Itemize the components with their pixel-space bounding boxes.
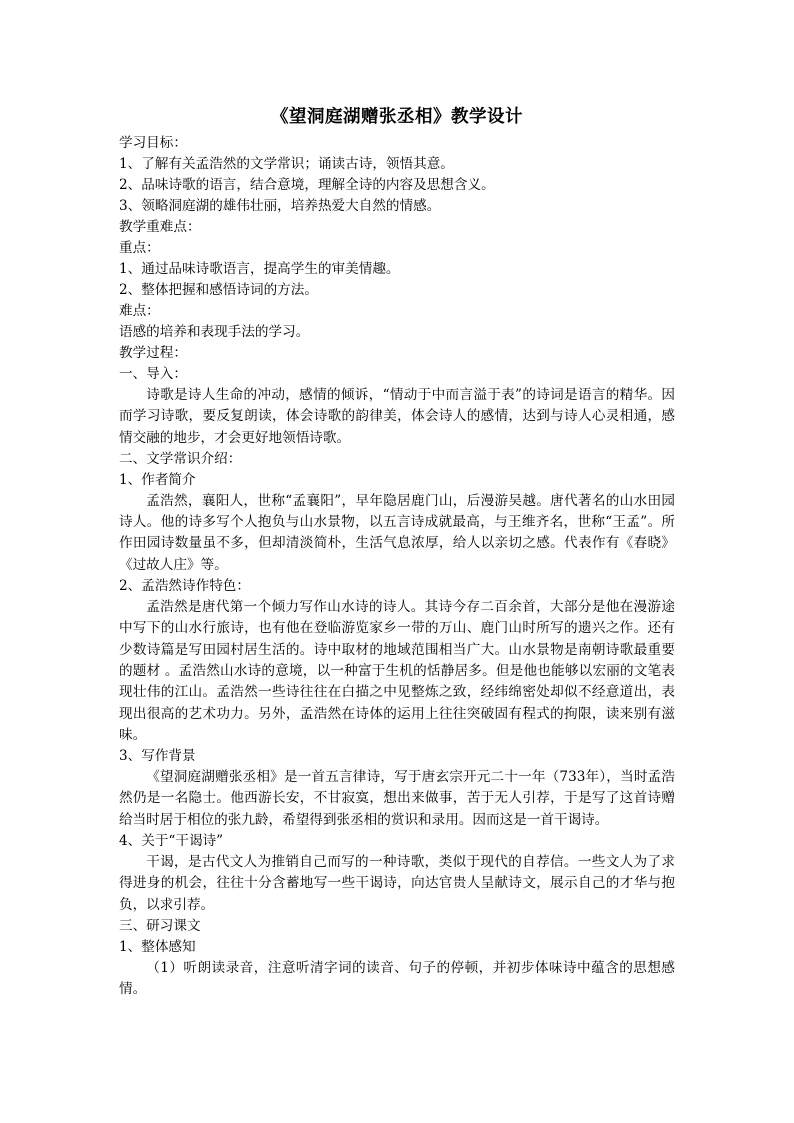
process-heading: 教学过程： — [119, 345, 187, 361]
objectives-heading: 学习目标： — [119, 135, 187, 151]
key-points-heading: 重点： — [119, 240, 160, 256]
author-paragraph: 孟浩然，襄阳人，世称“孟襄阳”，早年隐居鹿门山，后漫游吴越。唐代著名的山水田园诗人。他的诗多写个人抱负与山水景物，以五言诗成就最高，与王维齐名，世称“王孟”。所作田园诗数量虽不多，但却清淡简朴，生活气息浓厚，给人以亲切之感。代表作有《春晓》《过故人庄》等。 — [119, 492, 675, 573]
features-paragraph: 孟浩然是唐代第一个倾力写作山水诗的诗人。其诗今存二百余首，大部分是他在漫游途中写下的山水行旅诗，也有他在登临游览家乡一带的万山、鹿门山时所写的遗兴之作。还有少数诗篇是写田园村居生活的。诗中取材的地域范围相当广大。山水景物是南朝诗歌最重要的题材 。孟浩然山水诗的意境，以一种富于生机的恬静居多。但是他也能够以宏丽的文笔表现壮伟的江山。孟浩然一些诗往往在白描之中见整炼之致，经纬绵密处却似不经意道出，表现出很高的艺术功力。另外，孟浩然在诗体的运用上往往突破固有程式的拘限，读来别有滋味。 — [119, 599, 675, 743]
literary-knowledge-heading: 二、文学常识介绍： — [119, 450, 242, 467]
objective-item-1: 1、了解有关孟浩然的文学常识；诵读古诗，领悟其意。 — [119, 156, 454, 172]
ganye-paragraph: 干谒，是古代文人为推销自己而写的一种诗歌，类似于现代的自荐信。一些文人为了求得进身的机会，往往十分含蓄地写一些干谒诗，向达官贵人呈献诗文，展示自己的才华与抱负，以求引荐。 — [119, 854, 675, 913]
overall-paragraph: （1）听朗读录音，注意听清字词的读音、句子的停顿，并初步体味诗中蕴含的思想感情。 — [119, 959, 675, 998]
difficulty-item: 语感的培养和表现手法的学习。 — [119, 324, 310, 340]
document-body — [119, 103, 675, 1001]
document-title: 《望洞庭湖赠张丞相》教学设计 — [271, 107, 523, 127]
overall-perception-heading: 1、整体感知 — [119, 938, 196, 955]
difficulty-heading: 难点： — [119, 303, 160, 319]
key-point-item-1: 1、通过品味诗歌语言，提高学生的审美情趣。 — [119, 261, 400, 277]
background-paragraph: 《望洞庭湖赠张丞相》是一首五言律诗，写于唐玄宗开元二十一年（733年），当时孟浩然仍是一名隐士。他西游长安，不甘寂寞，想出来做事，苦于无人引荐，于是写了这首诗赠给当时居于相位的张九龄，希望得到张丞相的赏识和录用。因而这是一首干谒诗。 — [119, 769, 675, 828]
objective-item-2: 2、品味诗歌的语言，结合意境，理解全诗的内容及思想含义。 — [119, 177, 495, 193]
intro-heading: 一、导入： — [119, 366, 187, 382]
background-heading: 3、写作背景 — [119, 748, 196, 765]
author-heading: 1、作者简介 — [119, 471, 196, 488]
objective-item-3: 3、领略洞庭湖的雄伟壮丽，培养热爱大自然的情感。 — [119, 198, 441, 214]
features-heading: 2、孟浩然诗作特色： — [119, 578, 250, 595]
study-text-heading: 三、研习课文 — [119, 917, 201, 934]
intro-paragraph: 诗歌是诗人生命的冲动，感情的倾诉，“情动于中而言溢于表”的诗词是语言的精华。因而学习诗歌，要反复朗读，体会诗歌的韵律美，体会诗人的感情，达到与诗人心灵相通，感情交融的地步，才会更好地领悟诗歌。 — [119, 387, 675, 446]
key-difficulty-heading: 教学重难点： — [119, 219, 201, 235]
key-point-item-2: 2、整体把握和感悟诗词的方法。 — [119, 282, 318, 298]
ganye-heading: 4、关于“干谒诗” — [119, 833, 224, 850]
